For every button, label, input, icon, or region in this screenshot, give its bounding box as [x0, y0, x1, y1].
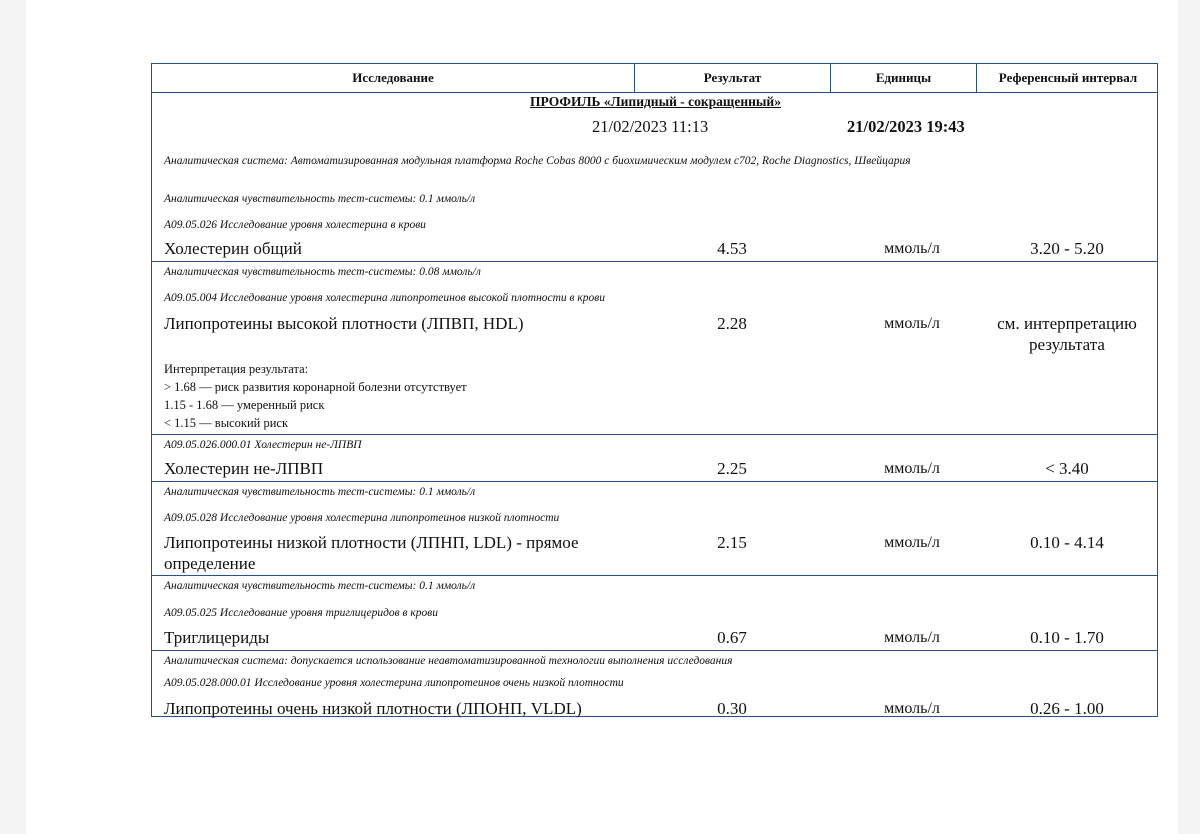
date-taken: 21/02/2023 11:13 [592, 117, 709, 136]
table-header [152, 64, 1157, 93]
test-code-note: A09.05.004 Исследование уровня холестерина липопротеинов высокой плотности в крови [164, 292, 606, 304]
sensitivity-note: Аналитическая чувствительность тест-системы: 0.1 ммоль/л [164, 580, 476, 592]
test-name: Липопротеины очень низкой плотности (ЛПОНП, VLDL) [164, 699, 582, 718]
test-unit: ммоль/л [884, 534, 940, 551]
column-header-study: Исследование [152, 64, 635, 92]
test-value: 0.67 [717, 628, 747, 647]
sensitivity-note: Аналитическая чувствительность тест-системы: 0.08 ммоль/л [164, 266, 481, 278]
row-divider [152, 261, 1157, 262]
test-reference: 3.20 - 5.20 [1030, 239, 1104, 258]
test-unit: ммоль/л [884, 460, 940, 477]
test-code-note: A09.05.026.000.01 Холестерин не-ЛПВП [164, 439, 362, 451]
document-page [26, 0, 1178, 834]
interpretation-line: < 1.15 — высокий риск [164, 416, 289, 430]
test-reference: 0.10 - 4.14 [1030, 533, 1104, 552]
row-divider [152, 434, 1157, 435]
test-name: Холестерин общий [164, 239, 302, 258]
test-unit: ммоль/л [884, 315, 940, 332]
sensitivity-note: Аналитическая чувствительность тест-системы: 0.1 ммоль/л [164, 193, 476, 205]
test-name: Триглицериды [164, 628, 270, 647]
test-code-note: A09.05.028.000.01 Исследование уровня холестерина липопротеинов очень низкой плотности [164, 677, 624, 689]
test-reference: < 3.40 [1045, 459, 1089, 478]
test-unit: ммоль/л [884, 700, 940, 717]
test-code-note: A09.05.028 Исследование уровня холестерина липопротеинов низкой плотности [164, 512, 560, 524]
test-reference: 0.26 - 1.00 [1030, 699, 1104, 718]
test-name: Холестерин не-ЛПВП [164, 459, 324, 478]
interpretation-title: Интерпретация результата: [164, 362, 309, 376]
interpretation-line: > 1.68 — риск развития коронарной болезни отсутствует [164, 380, 467, 394]
column-header-units: Единицы [831, 64, 977, 92]
column-header-reference: Референсный интервал [998, 70, 1138, 85]
test-value: 2.28 [717, 314, 747, 333]
row-divider [152, 481, 1157, 482]
test-unit: ммоль/л [884, 629, 940, 646]
date-done: 21/02/2023 19:43 [847, 117, 965, 136]
test-name: Липопротеины высокой плотности (ЛПВП, HDL) [164, 314, 524, 333]
test-name: Липопротеины низкой плотности (ЛПНП, LDL) - прямое определение [164, 533, 579, 573]
analytic-system-note: Аналитическая система: Автоматизированная модульная платформа Roche Cobas 8000 с биохимическим модулем c702, Roche Diagnostics, Швейцария [164, 155, 911, 167]
test-value: 2.15 [717, 533, 747, 552]
test-reference: 0.10 - 1.70 [1030, 628, 1104, 647]
row-divider [152, 650, 1157, 651]
test-value: 2.25 [717, 459, 747, 478]
interpretation-line: 1.15 - 1.68 — умеренный риск [164, 398, 325, 412]
test-unit: ммоль/л [884, 240, 940, 257]
column-header-result: Результат [635, 64, 831, 92]
row-divider [152, 575, 1157, 576]
test-code-note: A09.05.026 Исследование уровня холестерина в крови [164, 219, 426, 231]
analytic-system-note: Аналитическая система: допускается использование неавтоматизированной технологии выполнения исследования [164, 655, 733, 667]
test-value: 4.53 [717, 239, 747, 258]
profile-title: ПРОФИЛЬ «Липидный - сокращенный» [530, 94, 781, 109]
sensitivity-note: Аналитическая чувствительность тест-системы: 0.1 ммоль/л [164, 486, 476, 498]
lab-report-table [151, 63, 1158, 717]
test-code-note: A09.05.025 Исследование уровня триглицеридов в крови [164, 607, 439, 619]
test-reference: см. интерпретацию результата [997, 314, 1137, 354]
test-value: 0.30 [717, 699, 747, 718]
